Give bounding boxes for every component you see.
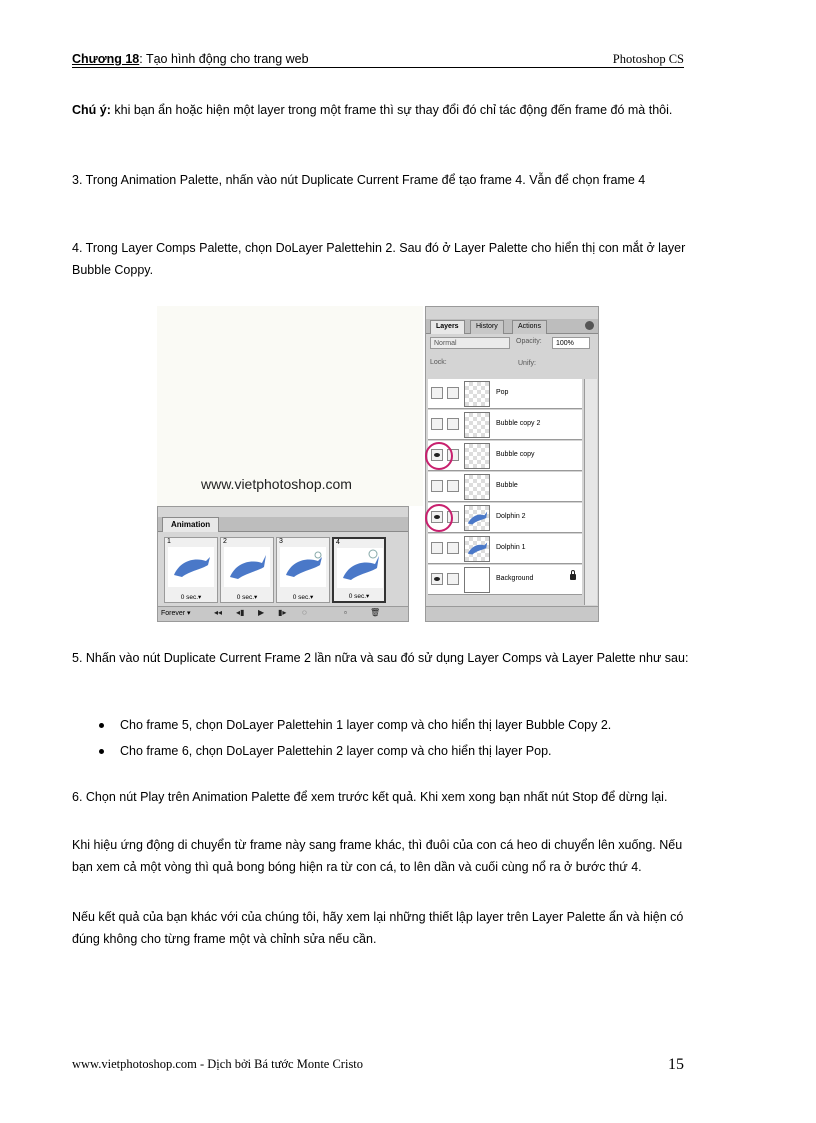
layer-name: Pop [496, 389, 509, 396]
frame-number: 3 [279, 538, 283, 545]
link-toggle[interactable] [447, 573, 459, 585]
highlight-circle [425, 504, 453, 532]
layers-scrollbar[interactable] [584, 379, 597, 605]
visibility-toggle[interactable] [431, 387, 443, 399]
visibility-toggle[interactable] [431, 480, 443, 492]
animation-palette [157, 506, 409, 622]
first-frame-button[interactable]: ◂◂ [214, 608, 223, 617]
layer-thumbnail [464, 381, 490, 407]
layer-row-dolphin-1[interactable] [428, 534, 582, 564]
frame-delay[interactable]: 0 sec.▾ [236, 594, 258, 601]
photoshop-screenshot-figure [157, 306, 599, 622]
layer-name: Background [496, 575, 534, 582]
advice-paragraph: Nếu kết quả của bạn khác với của chúng tôi, hãy xem lại những thiết lập layer trên Layer Palette ẩn và hiện có đúng không cho từng frame một và chỉnh sửa nếu cần. [72, 910, 684, 946]
tab-actions[interactable]: Actions [512, 320, 547, 334]
dolphin-thumbnail [224, 547, 270, 587]
bullet-item: Cho frame 5, chọn DoLayer Palettehin 1 layer comp và cho hiển thị layer Bubble Copy 2. [72, 714, 692, 740]
layer-row-bubble-copy[interactable] [428, 441, 582, 471]
layers-bottom-toolbar [426, 606, 598, 621]
layer-row-background[interactable] [428, 565, 582, 595]
lock-row [430, 359, 594, 373]
frame-delay[interactable]: 0 sec.▾ [180, 594, 202, 601]
next-frame-button[interactable]: ▮▸ [278, 608, 287, 617]
link-toggle[interactable] [447, 542, 459, 554]
layer-thumbnail [464, 443, 490, 469]
eye-icon[interactable] [431, 573, 443, 585]
header-rule [72, 67, 684, 68]
step-4: 4. Trong Layer Comps Palette, chọn DoLayer Palettehin 2. Sau đó ở Layer Palette cho hiển thị con mắt ở layer Bubble Coppy. [72, 241, 686, 277]
note-paragraph [72, 99, 690, 121]
step-6: 6. Chọn nút Play trên Animation Palette để xem trước kết quả. Khi xem xong bạn nhất nút Stop để dừng lại. [72, 790, 668, 804]
layer-name: Bubble copy 2 [496, 420, 541, 427]
layer-row-pop[interactable] [428, 379, 582, 409]
layer-row-bubble-copy-2[interactable] [428, 410, 582, 440]
layer-thumbnail [464, 412, 490, 438]
animation-frame-1[interactable] [164, 537, 218, 603]
frame-delay[interactable]: 0 sec.▾ [292, 594, 314, 601]
duplicate-frame-button[interactable]: ▫ [344, 608, 347, 617]
layer-name: Bubble copy [496, 451, 535, 458]
layer-thumbnail [464, 474, 490, 500]
frame-number: 2 [223, 538, 227, 545]
unify-label: Unify: [518, 360, 536, 367]
tab-layers[interactable]: Layers [430, 320, 465, 334]
footer-credit: www.vietphotoshop.com - Dịch bởi Bá tước Monte Cristo [72, 1057, 364, 1071]
opacity-label: Opacity: [516, 338, 542, 345]
palette-menu-icon[interactable] [585, 321, 594, 330]
layer-name: Dolphin 1 [496, 544, 526, 551]
layers-palette [425, 306, 599, 622]
layer-thumbnail [464, 567, 490, 593]
bullet-list [72, 714, 692, 766]
loop-select[interactable]: Forever ▾ [161, 610, 191, 617]
note-text: khi bạn ẩn hoặc hiện một layer trong một frame thì sự thay đổi đó chỉ tác động đến frame đó mà thôi. [110, 103, 673, 117]
delete-frame-icon[interactable]: 🗑 [370, 608, 381, 617]
animation-controls-bar [158, 606, 408, 621]
visibility-toggle[interactable] [431, 418, 443, 430]
play-button[interactable]: ▶ [258, 608, 265, 617]
previous-frame-button[interactable]: ◂▮ [236, 608, 245, 617]
watermark-text: www.vietphotoshop.com [201, 476, 352, 492]
animation-frame-3[interactable] [276, 537, 330, 603]
layer-name: Dolphin 2 [496, 513, 526, 520]
page-number: 15 [668, 1056, 684, 1073]
layer-row-dolphin-2[interactable] [428, 503, 582, 533]
bullet-item: Cho frame 6, chọn DoLayer Palettehin 2 layer comp và cho hiển thị layer Pop. [72, 740, 692, 766]
opacity-field[interactable]: 100% [552, 337, 590, 349]
lock-label: Lock: [430, 359, 447, 366]
chapter-title: : Tạo hình động cho trang web [139, 52, 309, 66]
tween-button[interactable]: ◌ [302, 608, 307, 617]
animation-frame-4[interactable] [332, 537, 386, 603]
note-label: Chú ý: [72, 103, 111, 117]
dolphin-thumbnail [168, 547, 214, 587]
dolphin-thumbnail [464, 536, 490, 562]
effect-paragraph: Khi hiệu ứng động di chuyển từ frame này sang frame khác, thì đuôi của con cá heo di chuyển lên xuống. Nếu bạn xem cả một vòng thì quả bong bóng hiện ra từ con cá, to lên dần và cuối cùng nổ ra ở bước thứ 4. [72, 838, 683, 874]
frame-number: 1 [167, 538, 171, 545]
layers-tab-bar [426, 319, 598, 334]
layer-name: Bubble [496, 482, 518, 489]
blend-mode-select[interactable]: Normal [430, 337, 510, 349]
chapter-label: Chương 18 [72, 52, 140, 66]
dolphin-thumbnail [337, 548, 383, 588]
animation-frame-2[interactable] [220, 537, 274, 603]
link-toggle[interactable] [447, 480, 459, 492]
dolphin-thumbnail [464, 505, 490, 531]
lock-icon [570, 574, 576, 580]
blend-row [430, 337, 594, 351]
step-3: 3. Trong Animation Palette, nhấn vào nút Duplicate Current Frame để tạo frame 4. Vẫn để chọn frame 4 [72, 173, 646, 187]
layer-row-bubble[interactable] [428, 472, 582, 502]
animation-tab[interactable]: Animation [162, 517, 219, 532]
highlight-circle [425, 442, 453, 470]
dolphin-thumbnail [280, 547, 326, 587]
tab-history[interactable]: History [470, 320, 504, 334]
step-5: 5. Nhấn vào nút Duplicate Current Frame 2 lần nữa và sau đó sử dụng Layer Comps và Layer Palette như sau: [72, 651, 689, 665]
animation-tab-bar [158, 517, 408, 532]
frame-number: 4 [336, 539, 340, 546]
link-toggle[interactable] [447, 387, 459, 399]
frame-delay[interactable]: 0 sec.▾ [348, 593, 370, 600]
running-header-book: Photoshop CS [612, 52, 684, 66]
visibility-toggle[interactable] [431, 542, 443, 554]
link-toggle[interactable] [447, 418, 459, 430]
running-header-chapter [72, 52, 309, 66]
